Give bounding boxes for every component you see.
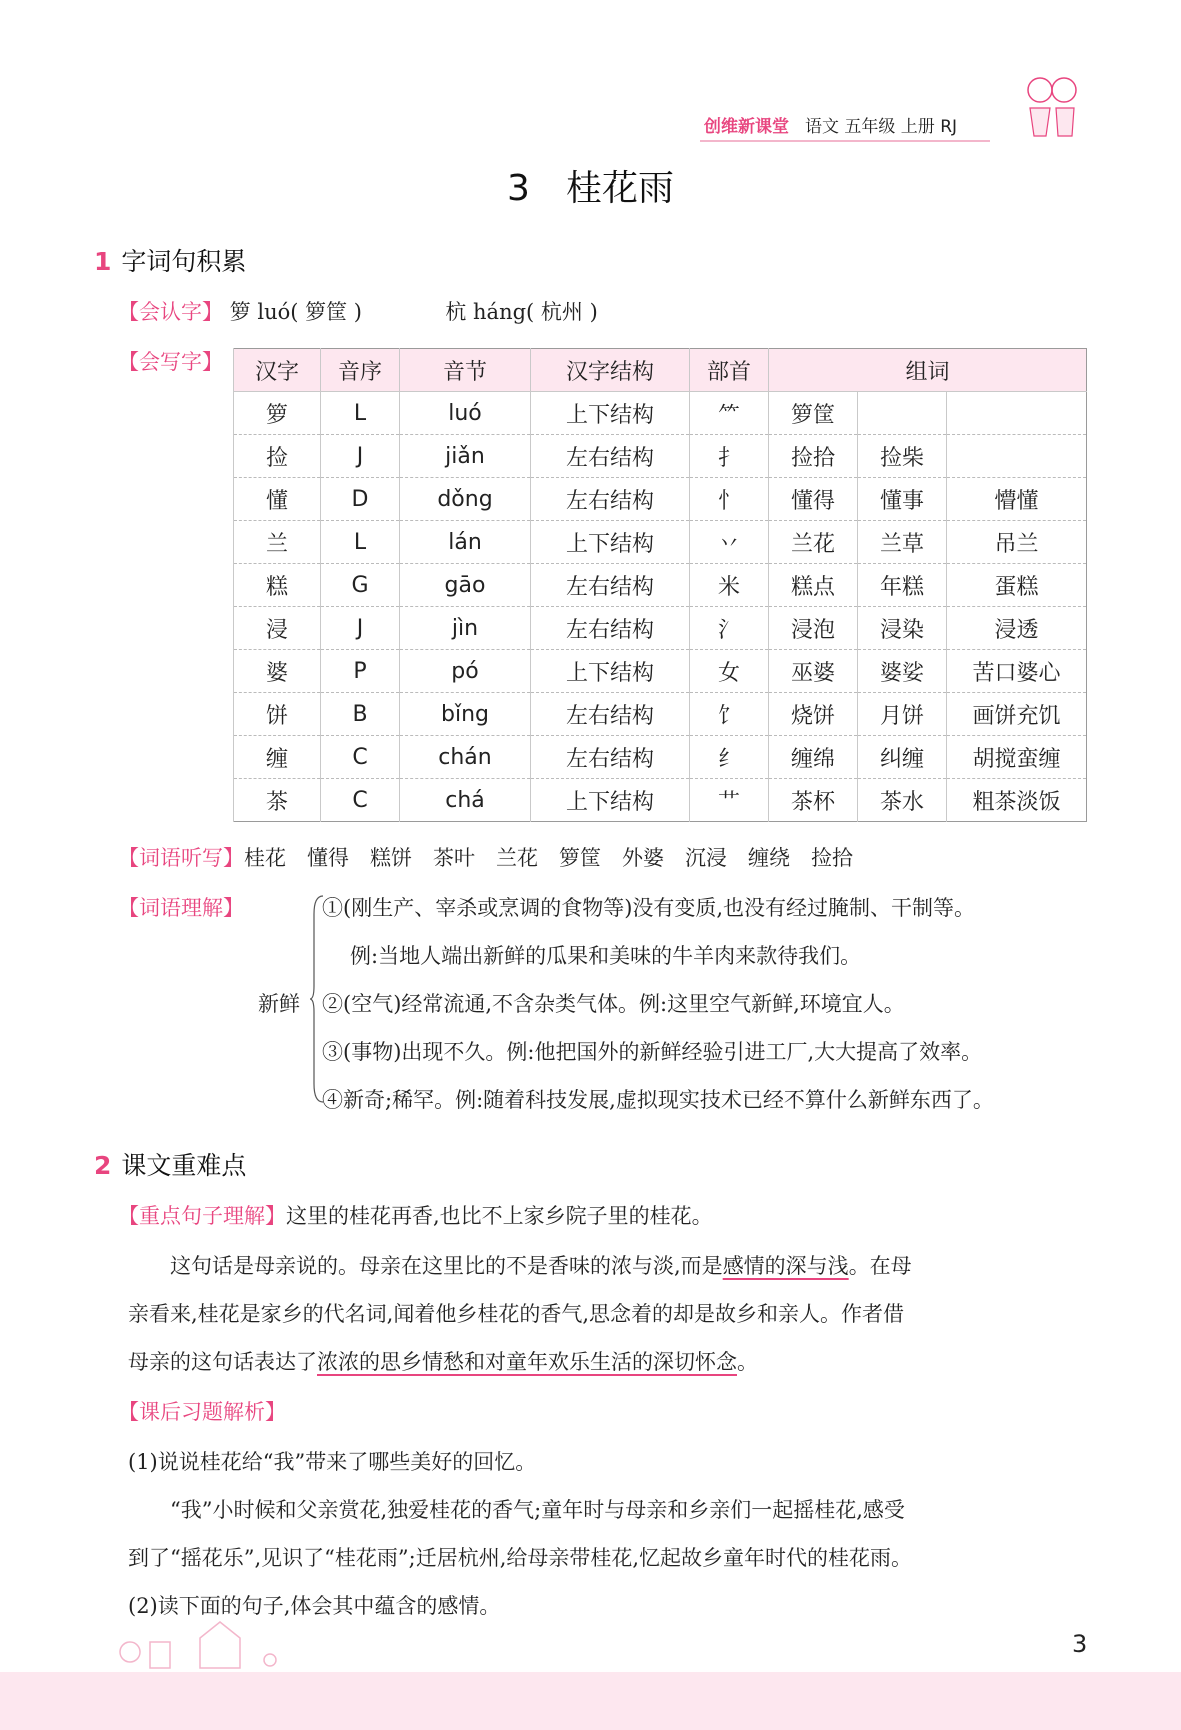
cell-word: 捡柴 [858,435,947,478]
footer-decoration-icon [110,1612,310,1672]
analysis-line [128,1250,912,1280]
cell-pinyin: chá [400,779,531,822]
cell-char: 兰 [234,521,321,564]
cell-word: 懂得 [769,478,858,521]
meaning-line: ③(事物)出现不久。例:他把国外的新鲜经验引进工厂,大大提高了效率。 [322,1040,983,1064]
cell-word: 浸泡 [769,607,858,650]
cell-radical: 扌 [690,435,769,478]
cell-initial: G [321,564,400,607]
cell-radical: 米 [690,564,769,607]
table-row [234,435,1087,478]
cell-structure: 左右结构 [531,693,690,736]
key-sentence: 这里的桂花再香,也比不上家乡院子里的桂花。 [286,1204,713,1228]
col-header: 部首 [690,349,769,392]
analysis-line: 亲看来,桂花是家乡的代名词,闻着他乡桂花的香气,思念着的却是故乡和亲人。作者借 [128,1302,905,1326]
meaning-label: 【词语理解】 [118,896,244,920]
exercise-label: 【课后习题解析】 [118,1400,286,1424]
cell-word: 兰花 [769,521,858,564]
cell-char: 箩 [234,392,321,435]
cell-pinyin: luó [400,392,531,435]
cell-word: 巫婆 [769,650,858,693]
section-heading-2 [94,1146,246,1182]
cell-word: 婆娑 [858,650,947,693]
table-row [234,607,1087,650]
table-row [234,693,1087,736]
page-number: 3 [1072,1630,1088,1658]
dictation-line [118,842,853,872]
recognize-label: 【会认字】 [118,300,223,324]
cell-char: 饼 [234,693,321,736]
cell-char: 婆 [234,650,321,693]
cell-structure: 左右结构 [531,564,690,607]
table-row [234,478,1087,521]
analysis-text: 。 [737,1350,758,1374]
recognize-item: 杭 háng( 杭州 ) [445,300,598,324]
col-header: 音序 [321,349,400,392]
key-label: 【重点句子理解】 [118,1204,286,1228]
cell-word: 捡拾 [769,435,858,478]
analysis-text: 。在母 [848,1254,912,1278]
cell-word: 年糕 [858,564,947,607]
cell-pinyin: jìn [400,607,531,650]
section-title: 课文重难点 [121,1151,247,1180]
cell-word: 茶杯 [769,779,858,822]
cell-structure: 上下结构 [531,650,690,693]
dictation-label: 【词语听写】 [118,846,244,870]
meaning-word: 新鲜 [258,992,300,1016]
cell-word: 烧饼 [769,693,858,736]
cell-word: 箩筐 [769,392,858,435]
exercise-answer: 到了“摇花乐”,见识了“桂花雨”;迁居杭州,给母亲带桂花,忆起故乡童年时代的桂花雨。 [128,1546,913,1570]
cell-initial: B [321,693,400,736]
exercise-question: (1)说说桂花给“我”带来了哪些美好的回忆。 [128,1450,537,1474]
cell-radical: 艹 [690,779,769,822]
meaning-line: ①(刚生产、宰杀或烹调的食物等)没有变质,也没有经过腌制、干制等。 [322,896,976,920]
cell-word: 蛋糕 [947,564,1087,607]
table-row [234,779,1087,822]
cell-structure: 上下结构 [531,392,690,435]
cell-pinyin: bǐng [400,693,531,736]
cell-radical: 丷 [690,521,769,564]
section-title: 字词句积累 [121,247,247,276]
cell-word: 懵懂 [947,478,1087,521]
cell-initial: D [321,478,400,521]
table-row [234,564,1087,607]
table-row [234,650,1087,693]
cell-word: 缠绵 [769,736,858,779]
cell-initial: L [321,521,400,564]
kids-illustration-icon [1018,70,1088,148]
cell-char: 茶 [234,779,321,822]
cell-word: 苦口婆心 [947,650,1087,693]
cell-char: 缠 [234,736,321,779]
cell-word [947,435,1087,478]
cell-radical: 忄 [690,478,769,521]
cell-initial: P [321,650,400,693]
cell-structure: 左右结构 [531,435,690,478]
cell-pinyin: chán [400,736,531,779]
analysis-text: 这句话是母亲说的。母亲在这里比的不是香味的浓与淡,而是 [128,1254,723,1278]
cell-pinyin: jiǎn [400,435,531,478]
running-header [704,112,957,137]
recognize-item: 箩 luó( 箩筐 ) [229,300,362,324]
col-header: 音节 [400,349,531,392]
cell-char: 懂 [234,478,321,521]
header-brand: 创维新课堂 [704,117,789,137]
header-subject: 语文 五年级 上册 RJ [805,117,958,137]
cell-char: 浸 [234,607,321,650]
cell-radical: ⺮ [690,392,769,435]
meaning-line: ②(空气)经常流通,不含杂类气体。例:这里空气新鲜,环境宜人。 [322,992,905,1016]
section-heading-1 [94,242,246,278]
cell-structure: 左右结构 [531,607,690,650]
cell-structure: 上下结构 [531,521,690,564]
cell-initial: J [321,435,400,478]
cell-word: 月饼 [858,693,947,736]
page-title: 3 桂花雨 [507,168,674,209]
cell-initial: J [321,607,400,650]
dictation-words: 桂花 懂得 糕饼 茶叶 兰花 箩筐 外婆 沉浸 缠绕 捡拾 [244,846,853,870]
analysis-line [128,1346,758,1376]
cell-structure: 左右结构 [531,736,690,779]
cell-word [858,392,947,435]
cell-radical: 纟 [690,736,769,779]
cell-char: 捡 [234,435,321,478]
meaning-line: ④新奇;稀罕。例:随着科技发展,虚拟现实技术已经不算什么新鲜东西了。 [322,1088,994,1112]
cell-word: 粗茶淡饭 [947,779,1087,822]
cell-word: 画饼充饥 [947,693,1087,736]
table-row [234,392,1087,435]
analysis-highlight: 浓浓的思乡情愁和对童年欢乐生活的深切怀念 [317,1350,737,1374]
cell-pinyin: pó [400,650,531,693]
cell-structure: 左右结构 [531,478,690,521]
key-sentence-line [118,1200,713,1230]
cell-pinyin: dǒng [400,478,531,521]
cell-structure: 上下结构 [531,779,690,822]
cell-word: 糕点 [769,564,858,607]
analysis-highlight: 感情的深与浅 [722,1254,849,1278]
cell-word: 浸染 [858,607,947,650]
cell-word: 浸透 [947,607,1087,650]
exercise-question: (2)读下面的句子,体会其中蕴含的感情。 [128,1594,501,1618]
section-number: 1 [94,247,112,276]
exercise-answer: “我”小时候和父亲赏花,独爱桂花的香气;童年时与母亲和乡亲们一起摇桂花,感受 [128,1498,905,1522]
cell-word: 胡搅蛮缠 [947,736,1087,779]
cell-char: 糕 [234,564,321,607]
cell-radical: 饣 [690,693,769,736]
table-row [234,736,1087,779]
cell-word [947,392,1087,435]
cell-pinyin: lán [400,521,531,564]
cell-word: 纠缠 [858,736,947,779]
cell-radical: 女 [690,650,769,693]
cell-pinyin: gāo [400,564,531,607]
col-header: 组词 [769,349,1087,392]
cell-initial: L [321,392,400,435]
cell-word: 茶水 [858,779,947,822]
header-divider [700,140,990,142]
cell-word: 兰草 [858,521,947,564]
cell-word: 吊兰 [947,521,1087,564]
recognize-line [118,296,598,326]
cell-radical: 氵 [690,607,769,650]
cell-initial: C [321,779,400,822]
cell-word: 懂事 [858,478,947,521]
table-row [234,521,1087,564]
section-number: 2 [94,1151,112,1180]
meaning-line: 例:当地人端出新鲜的瓜果和美味的牛羊肉来款待我们。 [350,944,862,968]
character-table [233,348,1087,822]
analysis-text: 母亲的这句话表达了 [128,1350,317,1374]
write-label: 【会写字】 [118,350,223,374]
col-header: 汉字结构 [531,349,690,392]
col-header: 汉字 [234,349,321,392]
footer-band [0,1672,1181,1730]
cell-initial: C [321,736,400,779]
